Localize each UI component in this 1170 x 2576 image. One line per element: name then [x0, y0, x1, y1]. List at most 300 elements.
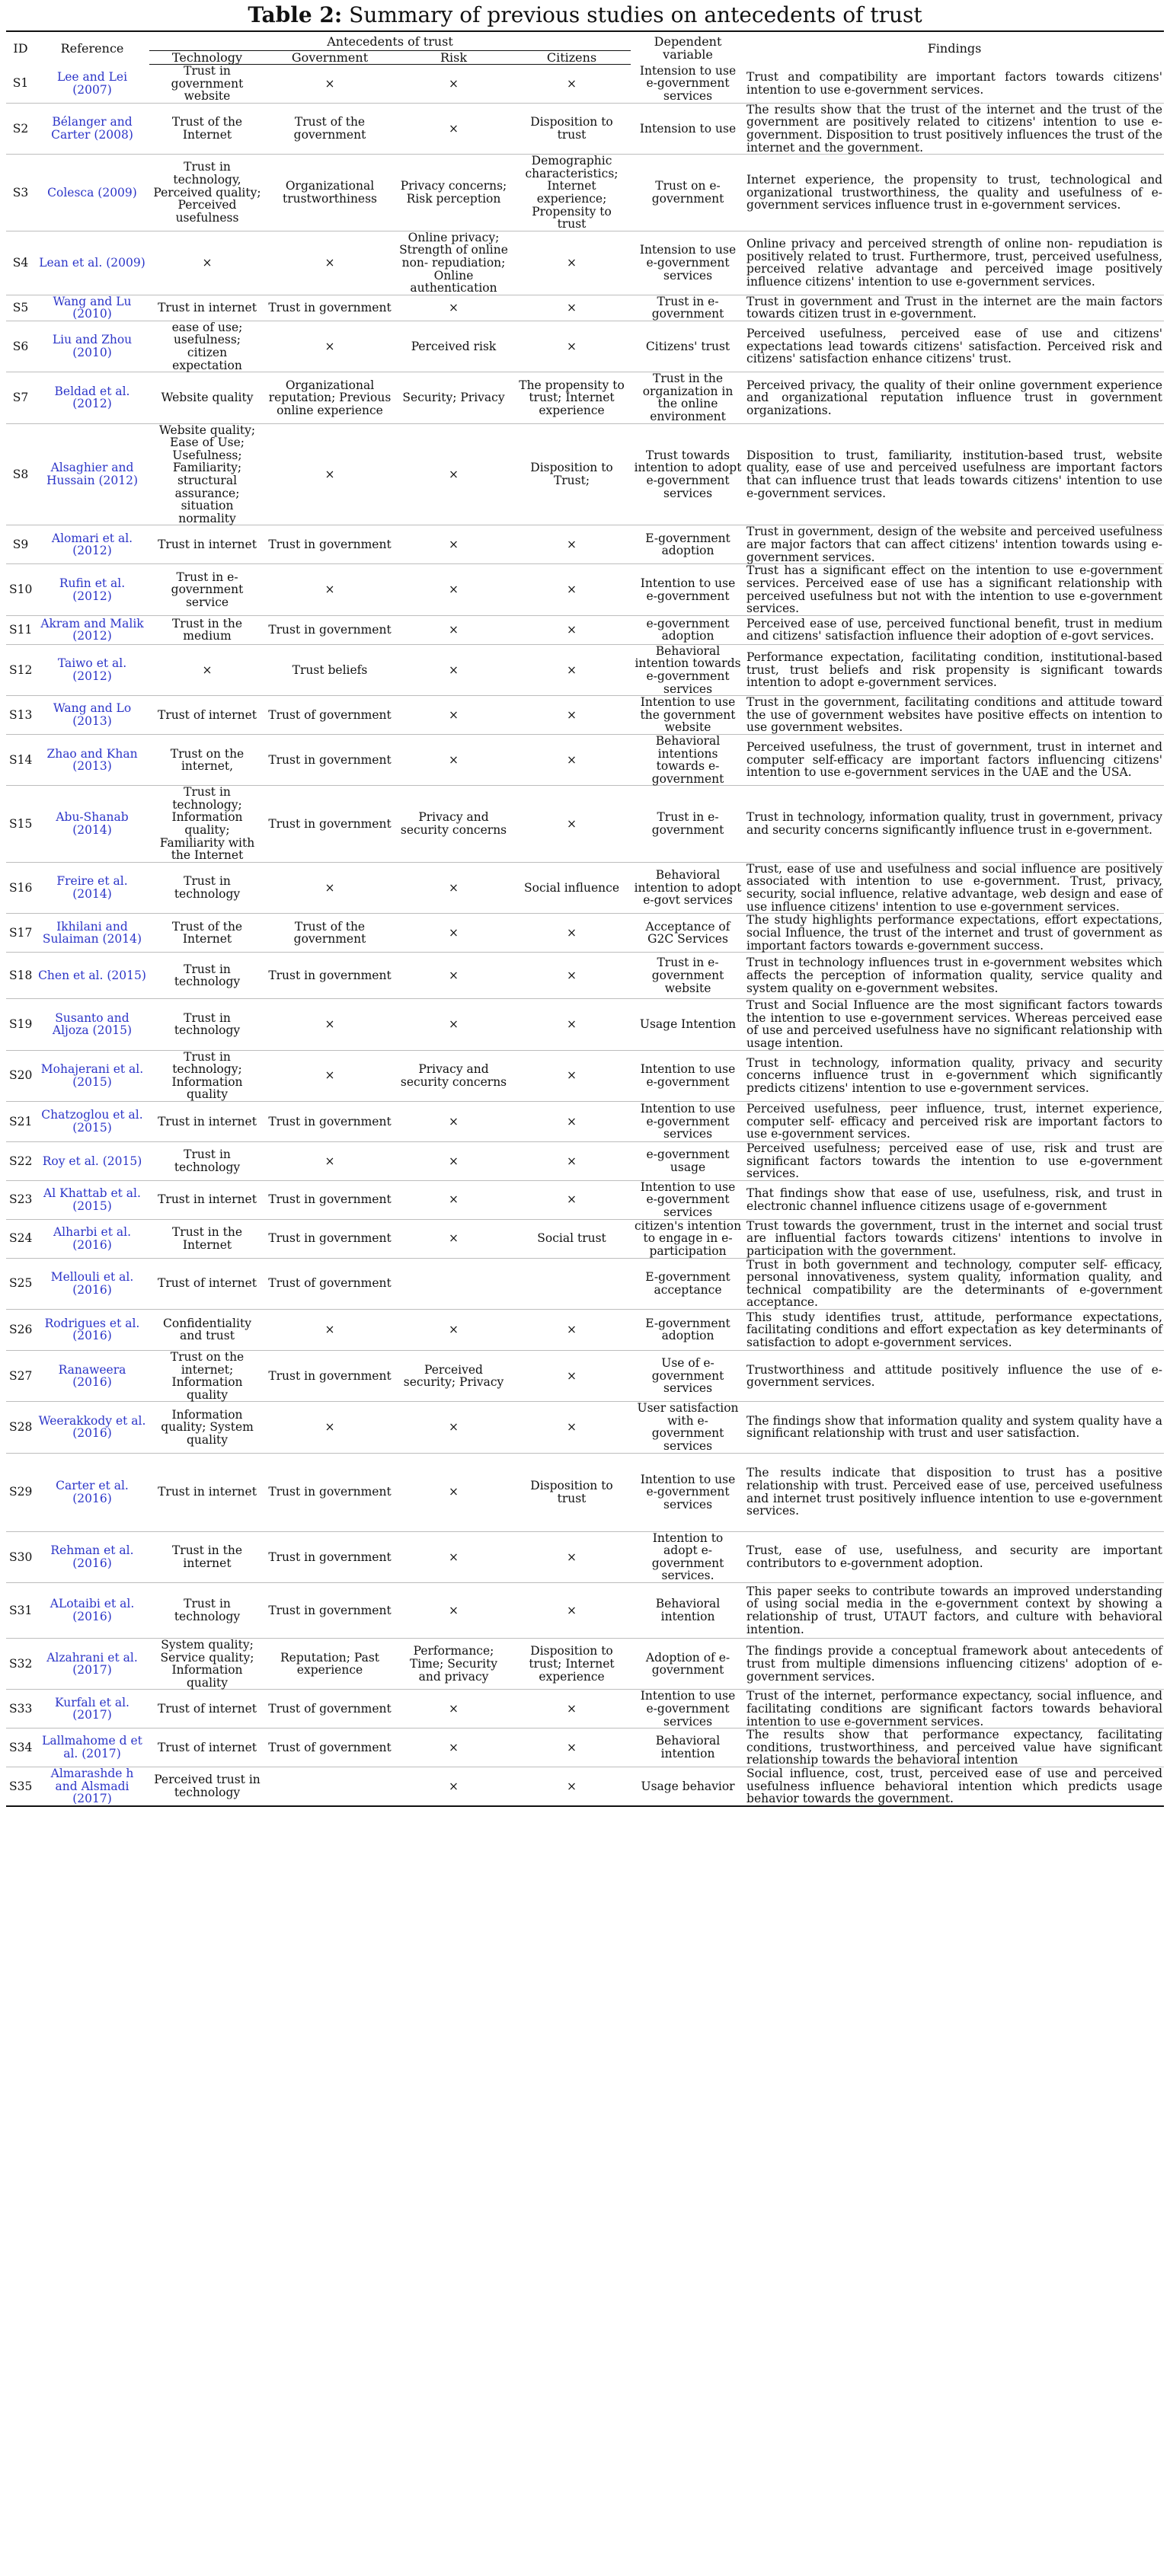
- table-row: [6, 295, 1164, 321]
- reference-link[interactable]: Liu and Zhou (2010): [52, 333, 133, 360]
- table-row: [6, 1639, 1164, 1690]
- technology-cell: Trust in internet: [158, 1485, 257, 1499]
- technology-cell: Information quality; System quality: [161, 1407, 254, 1447]
- table-row: [6, 953, 1164, 999]
- header-id: ID: [6, 31, 35, 65]
- reference-link[interactable]: Carter et al. (2016): [56, 1479, 129, 1505]
- findings-cell: Trust, ease of use and usefulness and social influence are positively associated with intention to use e-government. Trust, privacy, security, social influence, relative advantage, web design and ease of use influence citizens' intention to use e-government services.: [746, 861, 1163, 914]
- findings-cell: Perceived usefulness, perceived ease of use and citizens' expectations lead towards citizens' satisfaction. Perceived risk and citizens' satisfaction enhance citizens' trust.: [746, 327, 1163, 366]
- technology-cell: Trust in the medium: [171, 616, 243, 643]
- reference-link[interactable]: Akram and Malik (2012): [40, 616, 144, 643]
- reference-link[interactable]: Ikhilani and Sulaiman (2014): [42, 919, 142, 946]
- table-row: [6, 1453, 1164, 1531]
- government-cell: ×: [324, 76, 335, 91]
- findings-cell: The study highlights performance expectations, effort expectations, social Influence, the trust of the internet and trust of government as important factors towards e-government success.: [746, 913, 1163, 953]
- technology-cell: Website quality: [161, 391, 254, 405]
- risk-cell: Perceived risk: [411, 339, 497, 353]
- reference-link[interactable]: Ranaweera (2016): [58, 1362, 126, 1390]
- dependent-variable-cell: Behavioral intention towards e-government services: [635, 643, 741, 696]
- reference-link[interactable]: Lallmahome d et al. (2017): [42, 1734, 142, 1761]
- reference-link[interactable]: Mohajerani et al. (2015): [40, 1062, 144, 1089]
- risk-cell: ×: [449, 583, 459, 597]
- findings-cell: Trust in both government and technology, computer self- efficacy, personal innovativeness, system quality, information quality, and technical compatibility are the determinants of e-government acceptance.: [746, 1257, 1163, 1310]
- dependent-variable-cell: Intention to use e-government services: [640, 1472, 736, 1511]
- dependent-variable-cell: Acceptance of G2C Services: [645, 919, 730, 946]
- reference-link[interactable]: Alharbi et al. (2016): [53, 1224, 132, 1252]
- findings-cell: This study identifies trust, attitude, performance expectations, facilitating conditions and effort expectation as key determinants of satisfaction to adopt e-government services.: [746, 1310, 1163, 1349]
- findings-cell: Trustworthiness and attitude positively influence the use of e-government services.: [746, 1362, 1163, 1390]
- findings-cell: Trust in government and Trust in the internet are the main factors towards citizen trust in e-government.: [746, 294, 1163, 321]
- findings-cell: Social influence, cost, trust, perceived ease of use and perceived usefulness influence behavioral intention which predicts usage behavior towards the government.: [746, 1766, 1163, 1806]
- government-cell: Trust in government: [268, 752, 392, 767]
- dependent-variable-cell: Trust in e-government: [651, 294, 724, 321]
- dependent-variable-cell: citizen's intention to engage in e-participation: [634, 1218, 742, 1258]
- findings-cell: The findings show that information quality and system quality have a significant relationship with trust and user satisfaction.: [746, 1413, 1163, 1441]
- reference-link[interactable]: Alzahrani et al. (2017): [46, 1650, 138, 1677]
- findings-cell: Trust has a significant effect on the intention to use e-government services. Perceived ease of use has a significant relationship with perceived usefulness but not with the intention to use e-government services.: [746, 563, 1163, 616]
- government-cell: Trust in government: [268, 1114, 392, 1128]
- row-id: S26: [9, 1323, 33, 1337]
- citizens-cell: ×: [567, 1603, 577, 1617]
- risk-cell: Perceived security; Privacy: [403, 1362, 504, 1390]
- reference-link[interactable]: Taiwo et al. (2012): [57, 656, 127, 683]
- risk-cell: ×: [449, 76, 459, 91]
- reference-link[interactable]: Rodrigues et al. (2016): [44, 1316, 140, 1343]
- government-cell: Trust of the government: [293, 115, 366, 142]
- risk-cell: ×: [449, 1114, 459, 1128]
- findings-cell: That findings show that ease of use, usefulness, risk, and trust in electronic channel influence citizens usage of e-government: [746, 1186, 1163, 1213]
- row-id: S20: [9, 1068, 33, 1083]
- risk-cell: ×: [449, 1323, 459, 1337]
- risk-cell: ×: [449, 1231, 459, 1246]
- table-row: [6, 423, 1164, 525]
- reference-link[interactable]: Bélanger and Carter (2008): [51, 115, 133, 142]
- risk-cell: ×: [449, 1420, 459, 1435]
- dependent-variable-cell: Intention to use the government website: [640, 695, 736, 735]
- table-row: [6, 1729, 1164, 1767]
- table-body: [6, 65, 1164, 1806]
- technology-cell: Trust of internet: [158, 707, 257, 722]
- row-id: S1: [12, 76, 29, 91]
- government-cell: Trust beliefs: [292, 662, 368, 677]
- table-row: [6, 1219, 1164, 1258]
- dependent-variable-cell: Intention to use e-government: [640, 576, 736, 603]
- row-id: S15: [9, 816, 33, 831]
- row-id: S35: [9, 1779, 33, 1793]
- citizens-cell: Social trust: [537, 1231, 606, 1246]
- row-id: S33: [9, 1702, 33, 1716]
- caption-title: Summary of previous studies on antecedents of trust: [349, 2, 922, 27]
- government-cell: Trust in government: [268, 1603, 392, 1617]
- row-id: S32: [9, 1656, 33, 1671]
- reference-link[interactable]: Mellouli et al. (2016): [50, 1270, 134, 1297]
- reference-link[interactable]: Roy et al. (2015): [42, 1154, 142, 1168]
- citizens-cell: ×: [567, 1779, 577, 1793]
- technology-cell: Trust in government website: [171, 64, 244, 104]
- citizens-cell: ×: [567, 1068, 577, 1083]
- technology-cell: Trust in internet: [158, 300, 257, 314]
- row-id: S11: [9, 622, 33, 637]
- table-row: [6, 231, 1164, 295]
- technology-cell: Confidentiality and trust: [163, 1316, 251, 1343]
- findings-cell: The results show that the trust of the internet and the trust of the government are positively related to citizens' intention to use e-government. Disposition to trust positively influences the trust of the internet and the government.: [746, 102, 1163, 155]
- row-id: S19: [9, 1017, 33, 1032]
- header-risk: Risk: [395, 51, 513, 65]
- row-id: S17: [9, 925, 33, 940]
- citizens-cell: The propensity to trust; Internet experience: [519, 378, 625, 417]
- technology-cell: Trust in the internet: [171, 1543, 243, 1570]
- government-cell: [265, 1767, 395, 1805]
- findings-cell: Trust in the government, facilitating conditions and attitude toward the use of government websites have positive effects on intention to use government websites.: [746, 695, 1163, 735]
- risk-cell: ×: [449, 1779, 459, 1793]
- citizens-cell: Disposition to trust: [530, 1479, 613, 1505]
- citizens-cell: ×: [567, 1323, 577, 1337]
- reference-link[interactable]: Al Khattab et al. (2015): [43, 1186, 141, 1213]
- table-row: [6, 1767, 1164, 1805]
- table-row: [6, 696, 1164, 735]
- row-id: S21: [9, 1114, 33, 1128]
- technology-cell: Trust in the Internet: [171, 1224, 243, 1252]
- row-id: S4: [12, 255, 29, 270]
- risk-cell: ×: [449, 1702, 459, 1716]
- table-row: [6, 372, 1164, 423]
- table-row: [6, 321, 1164, 372]
- header-technology: Technology: [149, 51, 265, 65]
- dependent-variable-cell: Behavioral intention: [655, 1597, 721, 1624]
- technology-cell: Trust in technology: [174, 874, 241, 902]
- findings-cell: Online privacy and perceived strength of online non- repudiation is positively related to trust. Furthermore, trust, perceived usefulness, perceived relative advantage and perceived image positively influence citizens' intention to use e-government services.: [746, 237, 1163, 289]
- government-cell: ×: [324, 1068, 335, 1083]
- technology-cell: Trust in internet: [158, 538, 257, 552]
- government-cell: Trust in government: [268, 622, 392, 637]
- dependent-variable-cell: e-government usage: [646, 1148, 730, 1174]
- risk-cell: ×: [449, 467, 459, 481]
- government-cell: Trust in government: [268, 1231, 392, 1246]
- risk-cell: Privacy and security concerns: [400, 810, 507, 838]
- dependent-variable-cell: Intention to use e-government services: [640, 1102, 736, 1141]
- row-id: S16: [9, 880, 33, 895]
- reference-link[interactable]: Wang and Lu (2010): [53, 294, 132, 321]
- reference-link[interactable]: Rufin et al. (2012): [59, 576, 126, 603]
- technology-cell: Trust in e-government service: [171, 570, 244, 609]
- dependent-variable-cell: Usage Intention: [639, 1017, 737, 1032]
- header-antecedents-group: Antecedents of trust: [149, 31, 631, 51]
- reference-link[interactable]: Beldad et al. (2012): [54, 384, 130, 411]
- row-id: S25: [9, 1276, 33, 1291]
- reference-link[interactable]: Susanto and Aljoza (2015): [52, 1010, 133, 1038]
- dependent-variable-cell: Trust in e-government website: [651, 956, 724, 995]
- government-cell: Trust in government: [268, 538, 392, 552]
- dependent-variable-cell: Behavioral intentions towards e-government: [651, 733, 724, 786]
- findings-cell: Perceived usefulness; perceived ease of use, risk and trust are significant factors towards the intention to use e-government services.: [746, 1141, 1163, 1181]
- reference-link[interactable]: Lean et al. (2009): [39, 255, 145, 270]
- government-cell: Reputation; Past experience: [280, 1650, 380, 1677]
- citizens-cell: ×: [567, 1368, 577, 1383]
- citizens-cell: ×: [567, 1192, 577, 1207]
- row-id: S2: [12, 121, 29, 136]
- citizens-cell: ×: [567, 925, 577, 940]
- header-citizens: Citizens: [513, 51, 631, 65]
- government-cell: ×: [324, 583, 335, 597]
- dependent-variable-cell: Intension to use e-government services: [639, 243, 737, 282]
- dependent-variable-cell: Intention to use e-government: [640, 1062, 736, 1089]
- table-row: [6, 999, 1164, 1050]
- citizens-cell: ×: [567, 583, 577, 597]
- findings-cell: Performance expectation, facilitating condition, institutional-based trust, trust beliefs and risk propensity is significant towards intention to adopt e-government services.: [746, 650, 1163, 690]
- citizens-cell: Disposition to Trust;: [530, 461, 613, 487]
- citizens-cell: Disposition to trust; Internet experience: [529, 1644, 615, 1684]
- technology-cell: Trust in technology; Information quality; Familiarity with the Internet: [159, 785, 255, 863]
- dependent-variable-cell: Trust towards intention to adopt e-government services: [634, 448, 742, 500]
- citizens-cell: ×: [567, 662, 577, 677]
- government-cell: Trust in government: [268, 816, 392, 831]
- citizens-cell: ×: [567, 1420, 577, 1435]
- findings-cell: Trust, ease of use, usefulness, and security are important contributors to e-government adoption.: [746, 1543, 1163, 1570]
- reference-link[interactable]: Almarashde h and Alsmadi (2017): [50, 1766, 134, 1806]
- table-row: [6, 525, 1164, 564]
- dependent-variable-cell: E-government adoption: [645, 531, 730, 558]
- reference-link[interactable]: Alsaghier and Hussain (2012): [46, 461, 139, 487]
- reference-link[interactable]: Weerakkody et al. (2016): [38, 1413, 146, 1441]
- citizens-cell: ×: [567, 1017, 577, 1032]
- row-id: S30: [9, 1550, 33, 1564]
- reference-link[interactable]: Chatzoglou et al. (2015): [41, 1108, 143, 1135]
- findings-cell: Disposition to trust, familiarity, institution-based trust, website quality, ease of use and perceived usefulness are important factors that can influence trust that leads towards citizens' intention to use e-government services.: [746, 448, 1163, 500]
- dependent-variable-cell: Intension to use: [639, 121, 737, 136]
- citizens-cell: ×: [567, 1702, 577, 1716]
- citizens-cell: ×: [567, 300, 577, 314]
- dependent-variable-cell: E-government acceptance: [645, 1270, 730, 1297]
- citizens-cell: ×: [567, 1740, 577, 1754]
- table-row: [6, 1583, 1164, 1639]
- table-row: [6, 155, 1164, 231]
- technology-cell: Trust of the Internet: [171, 919, 243, 946]
- risk-cell: ×: [449, 1192, 459, 1207]
- findings-cell: Trust of the internet, performance expectancy, social influence, and facilitating conditions are significant factors towards behavioral intention to use e-government services.: [746, 1689, 1163, 1729]
- dependent-variable-cell: Intention to use e-government services: [640, 1689, 736, 1729]
- government-cell: Trust of the government: [293, 919, 366, 946]
- risk-cell: ×: [449, 925, 459, 940]
- risk-cell: Privacy concerns; Risk perception: [400, 179, 507, 206]
- government-cell: ×: [324, 467, 335, 481]
- dependent-variable-cell: Trust on e-government: [651, 179, 724, 206]
- row-id: S7: [12, 391, 29, 405]
- header-dependent-variable: Dependent variable: [631, 31, 745, 65]
- risk-cell: ×: [449, 622, 459, 637]
- reference-link[interactable]: Chen et al. (2015): [38, 968, 146, 982]
- table-caption: [6, 2, 1164, 29]
- citizens-cell: [513, 1258, 631, 1309]
- technology-cell: ×: [202, 255, 213, 270]
- government-cell: ×: [324, 1154, 335, 1168]
- government-cell: ×: [324, 1017, 335, 1032]
- findings-cell: The results show that performance expectancy, facilitating conditions, trustworthiness, and perceived value have significant relationship towards the behavioral intention: [746, 1728, 1163, 1767]
- header-findings: Findings: [745, 31, 1164, 65]
- reference-link[interactable]: Lee and Lei (2007): [56, 70, 128, 97]
- technology-cell: Trust in internet: [158, 1114, 257, 1128]
- government-cell: ×: [324, 1420, 335, 1435]
- technology-cell: Trust on the internet; Information quality: [170, 1349, 245, 1402]
- government-cell: Trust of government: [268, 707, 392, 722]
- dependent-variable-cell: e-government adoption: [646, 616, 730, 643]
- citizens-cell: ×: [567, 538, 577, 552]
- dependent-variable-cell: User satisfaction with e-government services: [637, 1401, 739, 1454]
- dependent-variable-cell: Usage behavior: [641, 1779, 735, 1793]
- citizens-cell: ×: [567, 622, 577, 637]
- table-row: [6, 564, 1164, 615]
- dependent-variable-cell: Trust in the organization in the online environment: [642, 372, 734, 424]
- citizens-cell: Demographic characteristics; Internet experience; Propensity to trust: [525, 154, 619, 231]
- row-id: S8: [12, 467, 29, 481]
- citizens-cell: ×: [567, 968, 577, 982]
- table-row: [6, 1050, 1164, 1101]
- risk-cell: ×: [449, 538, 459, 552]
- risk-cell: [395, 1258, 513, 1309]
- reference-link[interactable]: Zhao and Khan (2013): [46, 746, 138, 774]
- table-row: [6, 914, 1164, 953]
- reference-link[interactable]: Alomari et al. (2012): [51, 531, 133, 558]
- reference-link[interactable]: Abu-Shanab (2014): [56, 810, 129, 838]
- row-id: S18: [9, 968, 33, 982]
- citizens-cell: Disposition to trust: [530, 115, 613, 142]
- row-id: S24: [9, 1231, 33, 1246]
- technology-cell: Trust in technology; Information quality: [171, 1049, 243, 1102]
- technology-cell: Trust of internet: [158, 1702, 257, 1716]
- table-row: [6, 1402, 1164, 1453]
- technology-cell: Trust in technology, Perceived quality; Perceived usefulness: [153, 160, 261, 225]
- row-id: S5: [12, 300, 29, 314]
- table-row: [6, 734, 1164, 785]
- caption-label: Table 2:: [248, 2, 343, 27]
- government-cell: Trust of government: [268, 1276, 392, 1291]
- findings-cell: The results indicate that disposition to trust has a positive relationship with trust. Perceived ease of use, perceived usefulness and internet trust positively influence intention to use e-government services.: [746, 1466, 1163, 1518]
- table-row: [6, 1531, 1164, 1582]
- technology-cell: ease of use; usefulness; citizen expectation: [171, 320, 243, 372]
- technology-cell: Trust of the Internet: [171, 115, 243, 142]
- table-row: [6, 1180, 1164, 1219]
- table-row: [6, 615, 1164, 644]
- table-row: [6, 103, 1164, 154]
- findings-cell: Perceived usefulness, peer influence, trust, internet experience, computer self- efficacy and perceived risk are important factors to use e-government services.: [746, 1102, 1163, 1141]
- header-government: Government: [265, 51, 395, 65]
- dependent-variable-cell: Behavioral intention: [655, 1734, 721, 1761]
- risk-cell: ×: [449, 707, 459, 722]
- government-cell: Trust in government: [268, 300, 392, 314]
- findings-cell: This paper seeks to contribute towards an improved understanding of using social media in the e-government context by showing a relationship of trust, UTAUT factors, and culture with behavioral intention.: [746, 1584, 1163, 1636]
- row-id: S22: [9, 1154, 33, 1168]
- dependent-variable-cell: Trust in e-government: [651, 810, 724, 838]
- reference-link[interactable]: Colesca (2009): [47, 185, 137, 200]
- technology-cell: Trust in technology: [174, 962, 241, 989]
- risk-cell: Security; Privacy: [402, 391, 505, 405]
- findings-cell: Trust towards the government, trust in the internet and social trust are influential factors towards citizens' intentions to involve in participation with the government.: [746, 1218, 1163, 1258]
- government-cell: Trust in government: [268, 1368, 392, 1383]
- dependent-variable-cell: Adoption of e-government: [645, 1650, 730, 1677]
- reference-link[interactable]: Kurfalı et al. (2017): [55, 1695, 129, 1722]
- citizens-cell: ×: [567, 816, 577, 831]
- risk-cell: ×: [449, 1550, 459, 1564]
- risk-cell: ×: [449, 1154, 459, 1168]
- government-cell: ×: [324, 339, 335, 353]
- row-id: S13: [9, 707, 33, 722]
- findings-cell: Trust in technology, information quality, privacy and security concerns influence trust in e-government which significantly predicts citizens' intention to use e-government services.: [746, 1055, 1163, 1096]
- risk-cell: Performance; Time; Security and privacy: [409, 1644, 498, 1684]
- government-cell: Trust in government: [268, 1192, 392, 1207]
- findings-cell: Trust in government, design of the website and perceived usefulness are major factors that can affect citizens' intention towards using e-government services.: [746, 525, 1163, 564]
- dependent-variable-cell: E-government adoption: [645, 1316, 730, 1343]
- row-id: S34: [9, 1740, 33, 1754]
- risk-cell: ×: [449, 1017, 459, 1032]
- risk-cell: ×: [449, 300, 459, 314]
- risk-cell: Online privacy; Strength of online non- repudiation; Online authentication: [399, 230, 508, 295]
- reference-link[interactable]: Wang and Lo (2013): [53, 701, 132, 729]
- findings-cell: Perceived privacy, the quality of their online government experience and organizational reputation influence trust in government organizations.: [746, 378, 1163, 417]
- findings-cell: The findings provide a conceptual framework about antecedents of trust from multiple dimensions influencing citizens' adoption of e-government services.: [746, 1644, 1163, 1684]
- table-row: [6, 1258, 1164, 1309]
- dependent-variable-cell: Intention to use e-government services: [640, 1179, 736, 1219]
- government-cell: ×: [324, 1323, 335, 1337]
- technology-cell: ×: [202, 662, 213, 677]
- citizens-cell: ×: [567, 752, 577, 767]
- row-id: S31: [9, 1603, 33, 1617]
- technology-cell: Trust on the internet,: [170, 746, 245, 774]
- risk-cell: ×: [449, 1603, 459, 1617]
- table-row: [6, 786, 1164, 863]
- table-row: [6, 1309, 1164, 1350]
- government-cell: Organizational reputation; Previous online experience: [268, 378, 392, 417]
- table-row: [6, 1101, 1164, 1141]
- row-id: S23: [9, 1192, 33, 1207]
- table-row: [6, 862, 1164, 913]
- row-id: S10: [9, 583, 33, 597]
- risk-cell: ×: [449, 121, 459, 136]
- technology-cell: Trust in technology: [174, 1148, 241, 1174]
- technology-cell: Website quality; Ease of Use; Usefulness; Familiarity; structural assurance; situation normality: [158, 423, 256, 525]
- risk-cell: ×: [449, 1485, 459, 1499]
- table-row: [6, 1350, 1164, 1401]
- citizens-cell: ×: [567, 76, 577, 91]
- reference-link[interactable]: ALotaibi et al. (2016): [50, 1597, 135, 1624]
- row-id: S3: [12, 185, 29, 200]
- government-cell: Trust in government: [268, 1550, 392, 1564]
- reference-link[interactable]: Rehman et al. (2016): [50, 1543, 134, 1570]
- findings-cell: Trust and compatibility are important factors towards citizens' intention to use e-government services.: [746, 70, 1163, 97]
- risk-cell: ×: [449, 1740, 459, 1754]
- row-id: S12: [9, 662, 33, 677]
- row-id: S27: [9, 1368, 33, 1383]
- row-id: S6: [12, 339, 29, 353]
- risk-cell: ×: [449, 880, 459, 895]
- findings-cell: Perceived ease of use, perceived functional benefit, trust in medium and citizens' satisfaction influence their adoption of e-govt services.: [746, 616, 1163, 643]
- table-row: [6, 644, 1164, 695]
- citizens-cell: ×: [567, 707, 577, 722]
- government-cell: Trust of government: [268, 1740, 392, 1754]
- reference-link[interactable]: Freire et al. (2014): [56, 874, 128, 902]
- dependent-variable-cell: Intention to adopt e-government services.: [651, 1531, 724, 1583]
- dependent-variable-cell: Use of e-government services: [651, 1356, 724, 1396]
- government-cell: Trust in government: [268, 968, 392, 982]
- findings-cell: Internet experience, the propensity to trust, technological and organizational trustworthiness, the quality and usefulness of e-government services influence trust in e-government services.: [746, 173, 1163, 212]
- findings-cell: Trust and Social Influence are the most significant factors towards the intention to use e-government services. Whereas perceived ease of use and perceived usefulness have no significant relationship with usage intention.: [746, 998, 1163, 1050]
- government-cell: Trust of government: [268, 1702, 392, 1716]
- technology-cell: Trust in technology: [174, 1010, 241, 1038]
- risk-cell: Privacy and security concerns: [400, 1062, 507, 1089]
- citizens-cell: ×: [567, 1114, 577, 1128]
- government-cell: ×: [324, 255, 335, 270]
- dependent-variable-cell: Behavioral intention to adopt e-govt services: [634, 868, 742, 908]
- citizens-cell: ×: [567, 339, 577, 353]
- risk-cell: ×: [449, 662, 459, 677]
